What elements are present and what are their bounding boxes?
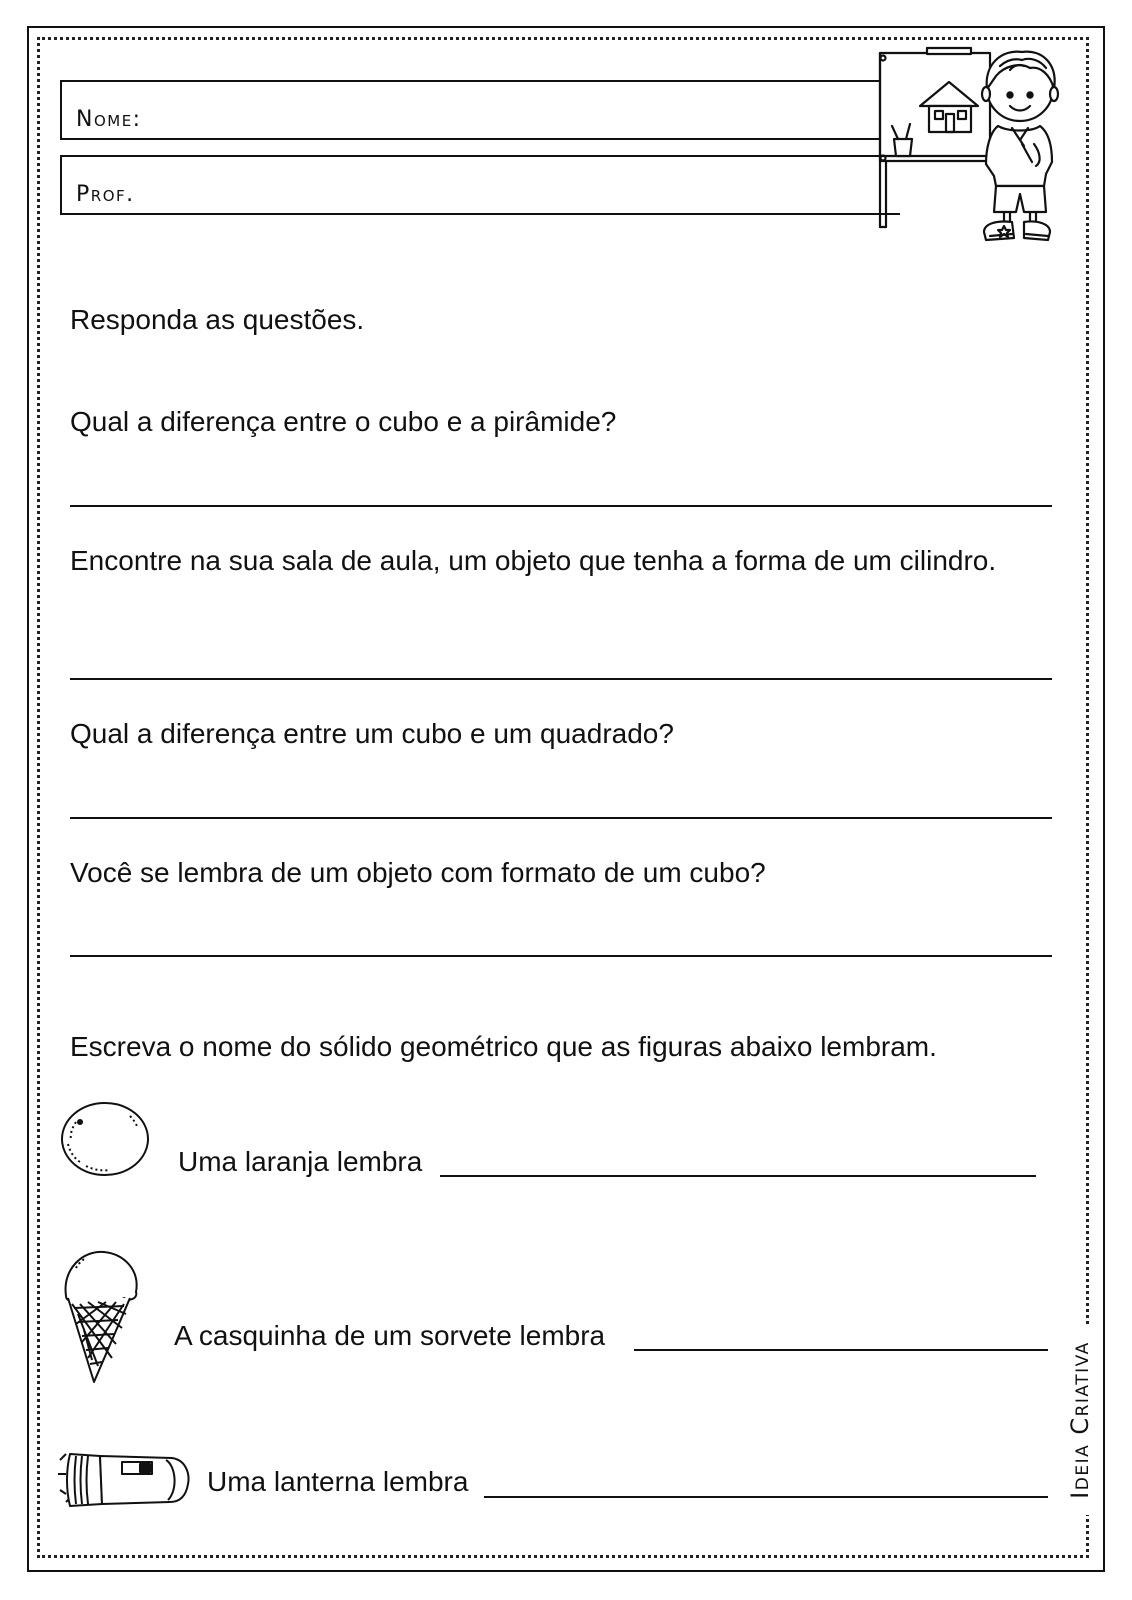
credit-watermark [1060,1325,1100,1515]
answer-line-1[interactable] [70,505,1052,507]
teacher-label: Prof. [76,182,135,207]
answer-line-4[interactable] [70,955,1052,957]
name-label: Nome: [76,107,142,132]
fill-line-orange[interactable] [440,1175,1036,1177]
item-flashlight-text: Uma lanterna lembra [207,1466,469,1497]
question-2: Encontre na sua sala de aula, um objeto que tenha a forma de um cilindro. [70,545,997,576]
ice-cream-cone-icon [58,1246,144,1386]
item-orange-text: Uma laranja lembra [178,1146,423,1177]
teacher-field[interactable] [60,155,900,215]
fill-line-cone[interactable] [634,1349,1048,1351]
credit-text: Ideia Criativa [1066,1341,1094,1499]
fill-line-flashlight[interactable] [484,1496,1048,1498]
instructions: Responda as questões. [70,304,365,335]
answer-line-3[interactable] [70,817,1052,819]
flashlight-icon [56,1446,192,1512]
question-3: Qual a diferença entre um cubo e um quadrado? [70,718,674,749]
question-1: Qual a diferença entre o cubo e a pirâmide? [70,406,617,437]
boy-painting-icon [872,44,1072,249]
item-cone-text: A casquinha de um sorvete lembra [174,1320,606,1351]
solids-prompt: Escreva o nome do sólido geométrico que as figuras abaixo lembram. [70,1031,937,1062]
answer-line-2[interactable] [70,678,1052,680]
question-4: Você se lembra de um objeto com formato de um cubo? [70,857,766,888]
name-field[interactable] [60,80,900,140]
orange-icon [58,1100,152,1180]
